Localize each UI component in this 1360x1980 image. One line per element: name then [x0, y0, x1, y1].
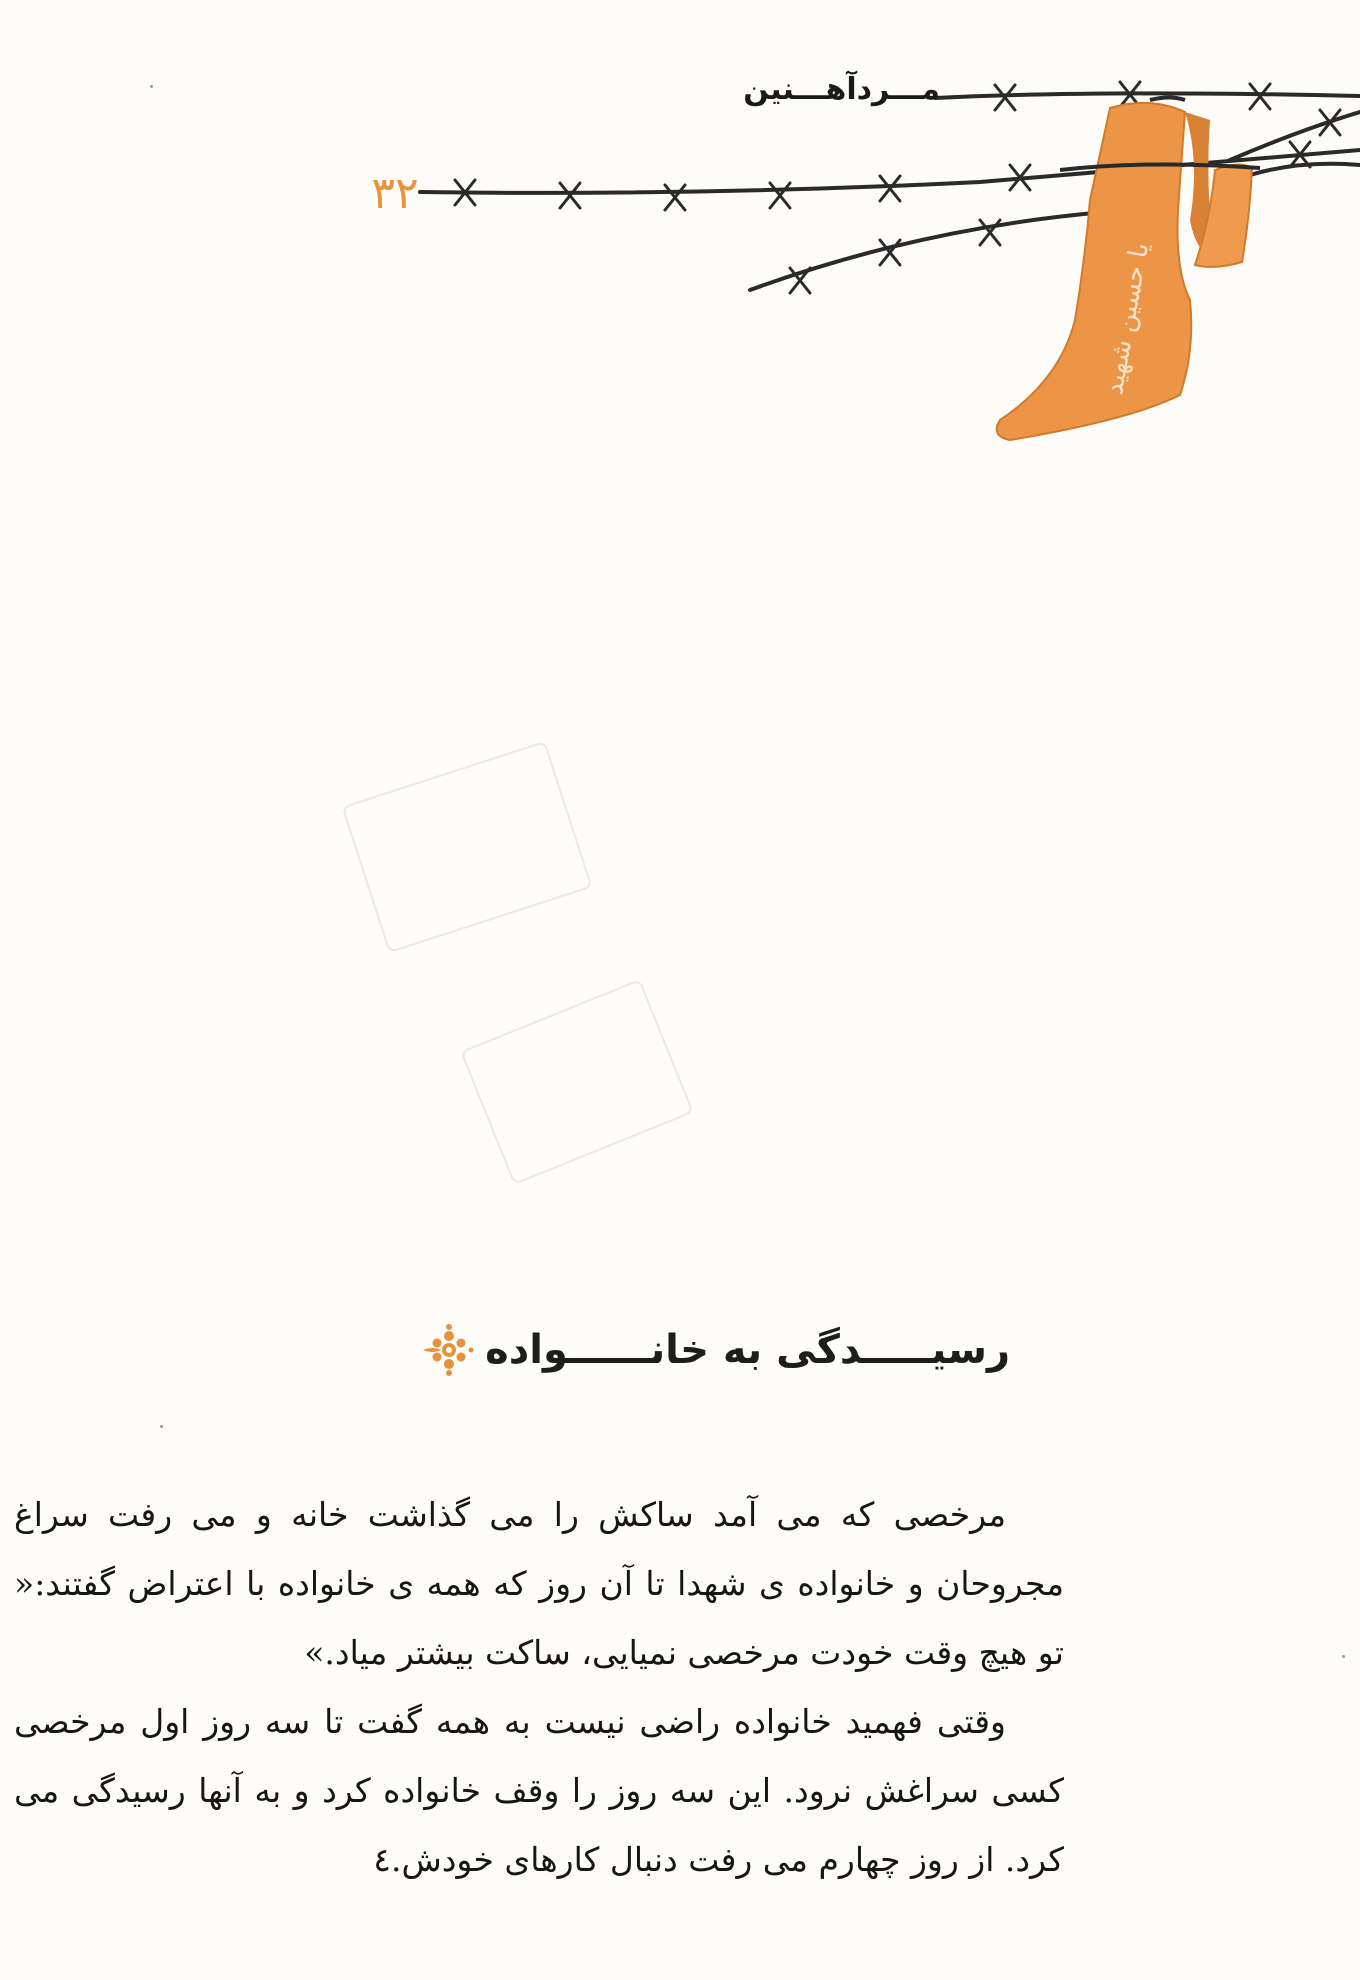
section-heading-text: رسیـــــدگی به خانــــــواده	[485, 1327, 1010, 1373]
page-number: ۳۲	[371, 168, 419, 219]
barbed-wire-strand	[935, 93, 1360, 98]
print-speck	[150, 85, 153, 88]
section-body	[14, 1480, 1064, 1894]
bleed-through-shape	[460, 979, 694, 1185]
book-title: مـــردآهـــنین	[743, 72, 940, 107]
bleed-through-shape	[341, 741, 592, 954]
barbed-wire-scarf-illustration	[0, 0, 1360, 460]
barbed-wire-strand	[1250, 164, 1360, 175]
section-heading	[380, 1322, 1010, 1378]
paragraph: مرخصی که می آمد ساکش را می گذاشت خانه و می رفت سراغ مجروحان و خانواده ی شهدا تا آن روز که همه ی خانواده با اعتراض گفتند:« تو هیچ وقت خودت مرخصی نمیایی، ساکت بیشتر میاد.»	[14, 1495, 1064, 1672]
scarf-inscription: یا حسین شهید	[1098, 240, 1156, 397]
print-speck	[160, 1425, 163, 1428]
paragraph: وقتی فهمید خانواده راضی نیست به همه گفت تا سه روز اول مرخصی کسی سراغش نرود. این سه روز را وقف خانواده کرد و به آنها رسیدگی می کرد. از روز چهارم می رفت دنبال کارهای خودش.٤	[14, 1702, 1064, 1879]
print-speck	[1342, 1655, 1345, 1658]
floral-ornament-icon	[419, 1322, 479, 1378]
orange-scarf	[997, 103, 1252, 440]
